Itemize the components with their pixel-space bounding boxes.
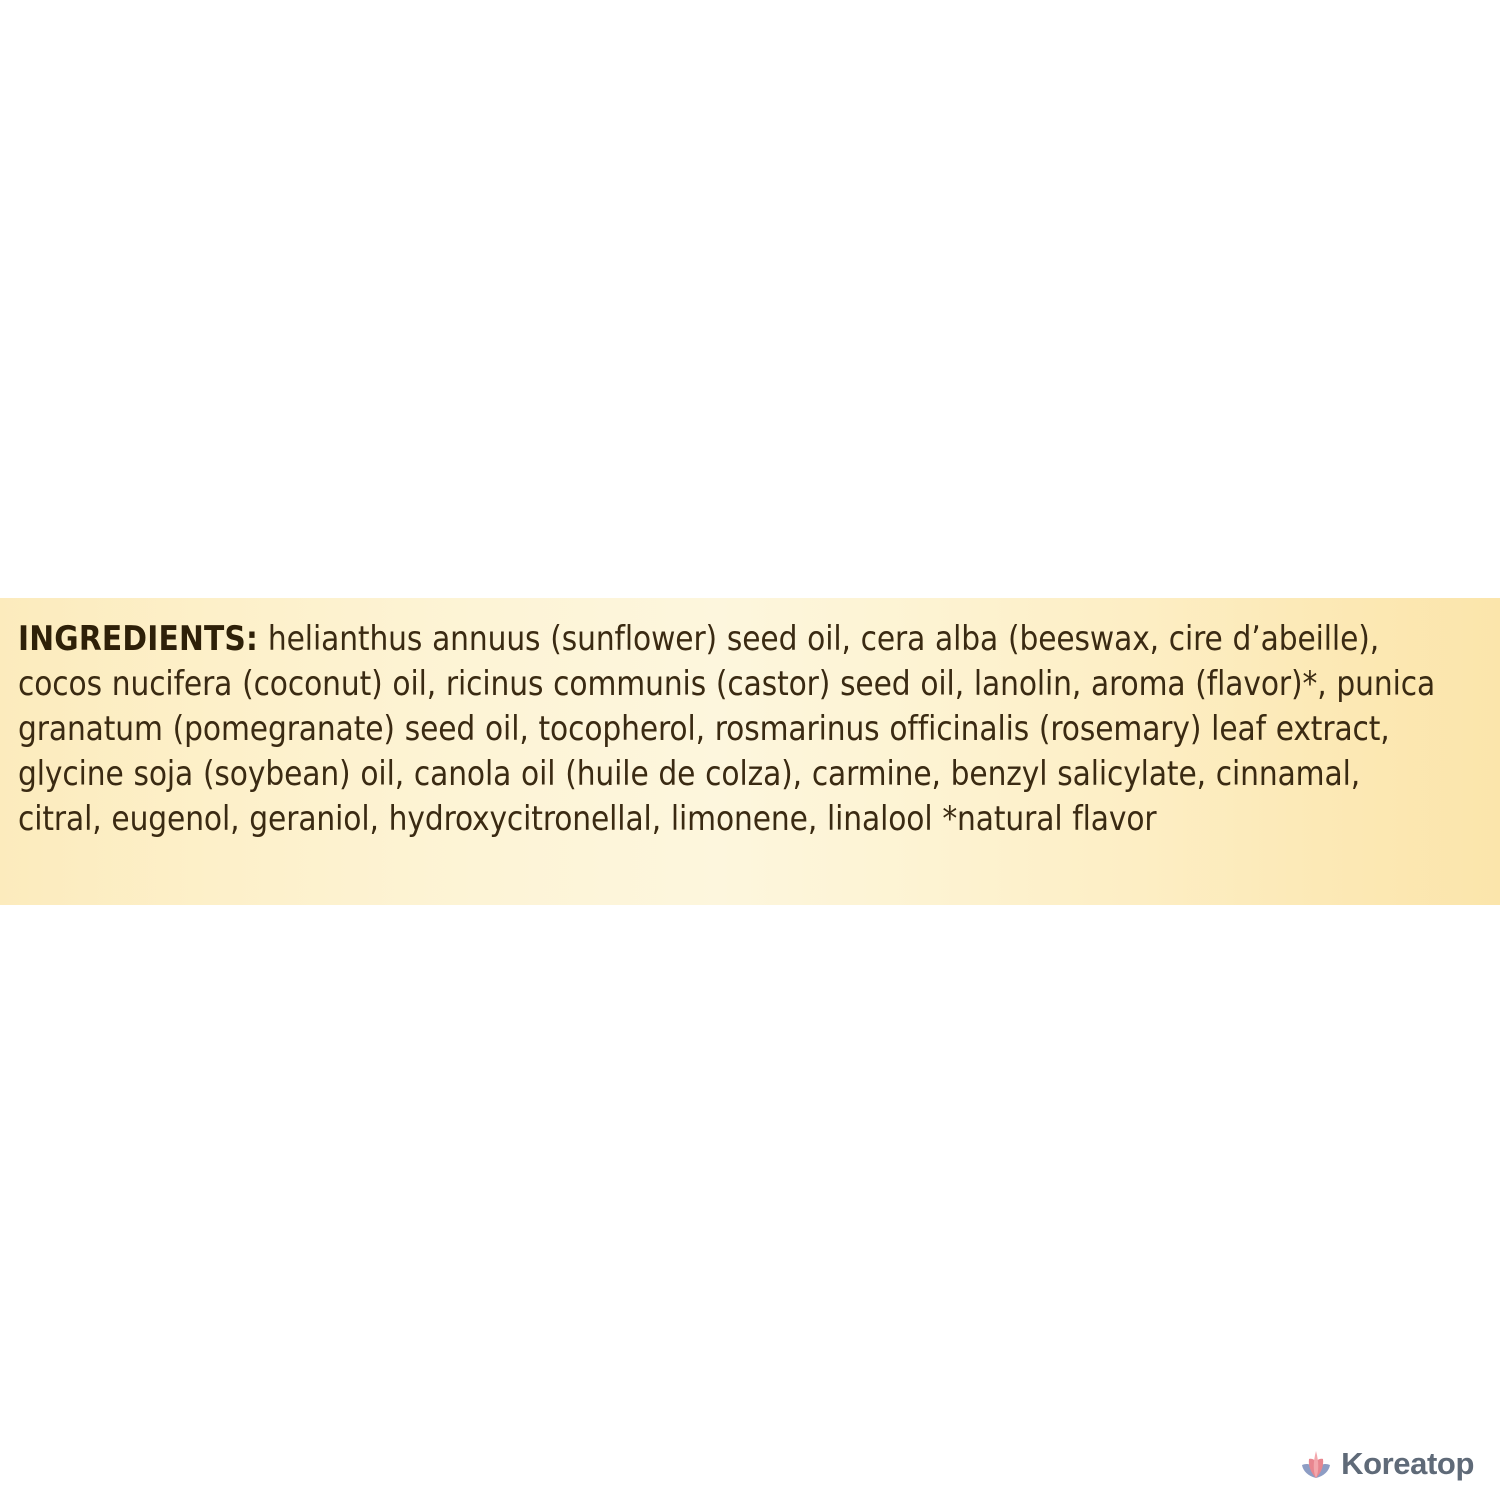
- ingredients-label-band: [0, 598, 1500, 905]
- ingredients-heading: INGREDIENTS:: [18, 619, 259, 658]
- ingredients-paragraph: [18, 616, 1448, 841]
- watermark: [1299, 1446, 1474, 1482]
- ingredients-list-text: helianthus annuus (sunflower) seed oil, cera alba (beeswax, cire d’abeille), cocos nucifera (coconut) oil, ricinus communis (castor) seed oil, lanolin, aroma (flavor)*, punica granatum (pomegranate) seed oil, tocopherol, rosmarinus officinalis (rosemary) leaf extract, glycine soja (soybean) oil, canola oil (huile de colza), carmine, benzyl salicylate, cinnamal, citral, eugenol, geraniol, hydroxycitronellal, limonene, linalool *natural flavor: [18, 619, 1436, 838]
- lotus-flower-icon: [1299, 1447, 1333, 1481]
- watermark-text: Koreatop: [1341, 1446, 1474, 1481]
